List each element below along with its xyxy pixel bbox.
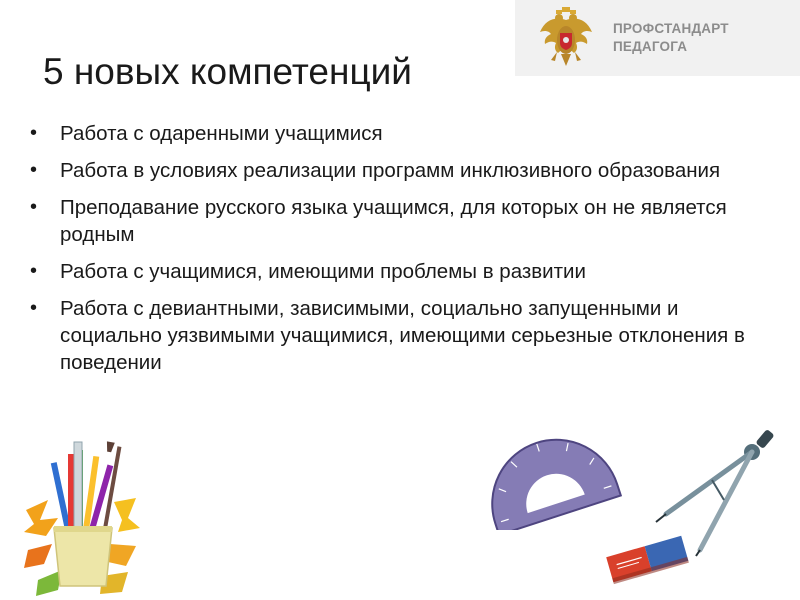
pencil-cup-icon [18,440,143,598]
competency-list [30,120,750,386]
badge-text [613,20,729,56]
slide-title: 5 новых компетенций [43,51,412,92]
coat-of-arms-icon [537,6,595,70]
badge-line-1: ПРОФСТАНДАРТ [613,21,729,36]
protractor-icon [485,430,625,530]
list-item: • Преподавание русского языка учащимся, для которых он не является родным [30,194,750,248]
list-item: • Работа в условиях реализации программ инклюзивного образования [30,157,750,184]
list-item: • Работа с девиантными, зависимыми, социально запущенными и социально уязвимыми учащимися, имеющими серьезные отклонения в поведении [30,295,750,376]
eraser-icon [602,528,692,588]
list-item: • Работа с одаренными учащимися [30,120,750,147]
header-badge [515,0,800,76]
badge-line-2: ПЕДАГОГА [613,39,688,54]
list-item: • Работа с учащимися, имеющими проблемы в развитии [30,258,750,285]
